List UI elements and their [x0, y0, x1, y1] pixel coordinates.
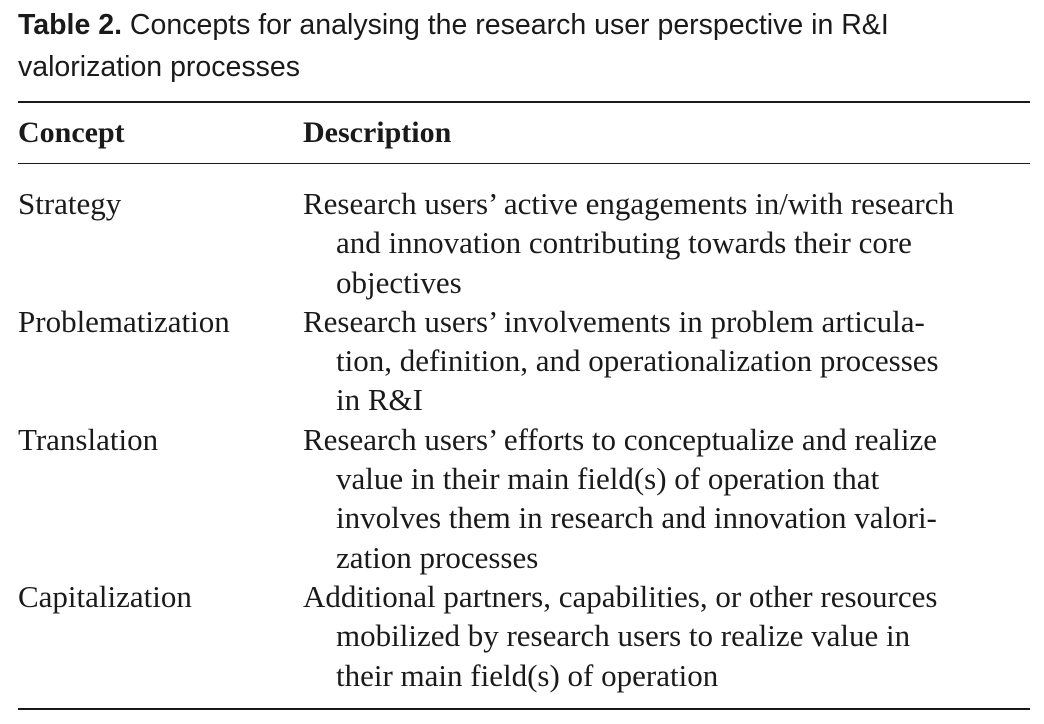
description-line: tion, definition, and operationalization processes	[336, 343, 939, 379]
concept-cell: Problematization	[18, 303, 230, 339]
table-caption-label: Table 2.	[18, 9, 123, 41]
description-line: Research users’ efforts to conceptualize and realize	[303, 421, 938, 457]
table-caption-text: Concepts for analysing the research user perspective in R&I	[122, 9, 889, 41]
description-line: Research users’ involvements in problem articula-	[303, 303, 925, 339]
table-row	[18, 420, 1030, 577]
description-line: objectives	[336, 264, 462, 300]
concept-cell: Strategy	[18, 186, 122, 221]
table-row	[18, 184, 1030, 302]
description-line: Research users’ active engagements in/with research	[303, 186, 954, 221]
concept-cell: Capitalization	[18, 578, 192, 614]
description-line: their main field(s) of operation	[336, 657, 719, 693]
table-row	[18, 577, 1030, 695]
table-row	[18, 302, 1030, 420]
table-caption	[18, 4, 1018, 88]
description-line: and innovation contributing towards their core	[336, 225, 912, 261]
description-line: zation processes	[336, 539, 539, 575]
description-cell	[303, 302, 1030, 420]
description-line: involves them in research and innovation valori-	[336, 500, 937, 536]
description-line: value in their main field(s) of operation that	[336, 461, 880, 497]
column-header-concept: Concept	[18, 116, 125, 149]
description-line: Additional partners, capabilities, or other resources	[303, 578, 938, 614]
table-body	[18, 184, 1030, 695]
table-top-rule	[18, 101, 1030, 103]
table-bottom-rule	[18, 708, 1030, 710]
description-cell	[303, 184, 1030, 302]
description-cell	[303, 577, 1030, 695]
table-caption-text-continued: valorization processes	[18, 51, 300, 83]
description-cell	[303, 420, 1030, 577]
table-header-rule	[18, 163, 1030, 164]
concept-cell: Translation	[18, 421, 159, 457]
column-header-description: Description	[303, 116, 452, 149]
description-line: in R&I	[336, 382, 423, 418]
description-line: mobilized by research users to realize value in	[336, 618, 911, 654]
